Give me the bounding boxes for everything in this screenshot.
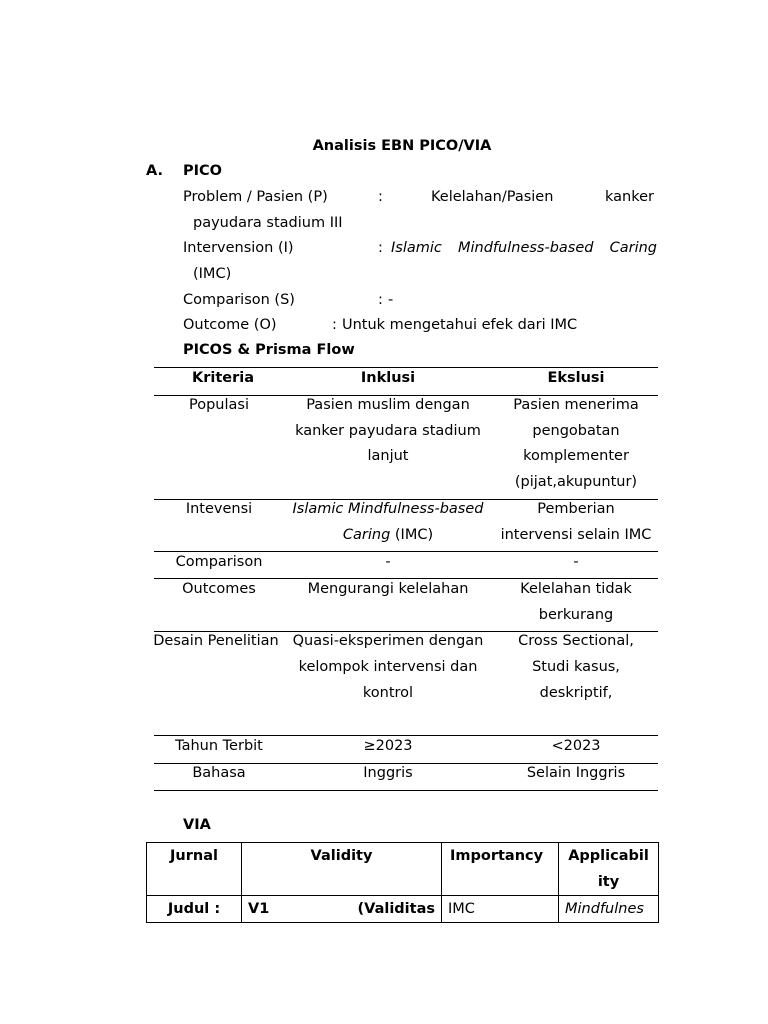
- section-letter: A.: [146, 163, 163, 179]
- pico-comparison-value: -: [388, 292, 394, 308]
- via-row-1-validity-b: (Validitas: [357, 901, 435, 917]
- picos-row-comparison-ekslusi: -: [573, 554, 579, 570]
- picos-row-outcomes-ekslusi-2: berkurang: [538, 607, 614, 623]
- picos-row-intevensi-inklusi-2: [283, 527, 493, 543]
- picos-header-kriteria: Kriteria: [191, 370, 255, 386]
- picos-row-tahun-ekslusi: <2023: [551, 738, 601, 754]
- pico-outcome-sep: :: [332, 317, 337, 333]
- picos-rule-2: [154, 551, 658, 552]
- picos-row-intevensi-ekslusi-1: Pemberian: [537, 501, 615, 517]
- picos-row-intevensi-inklusi-2-italic: Caring: [342, 527, 391, 543]
- picos-row-populasi-inklusi-3: lanjut: [367, 448, 409, 464]
- pico-outcome-value: Untuk mengetahui efek dari IMC: [342, 317, 578, 333]
- picos-header-inklusi: Inklusi: [360, 370, 416, 386]
- via-row-1-validity: [242, 896, 442, 923]
- picos-rule-top: [154, 367, 658, 368]
- picos-header-ekslusi: Ekslusi: [547, 370, 605, 386]
- picos-rule-4: [154, 631, 658, 632]
- pico-problem-value-line2: payudara stadium III: [193, 215, 343, 231]
- picos-row-intevensi-kriteria: Intevensi: [185, 501, 253, 517]
- via-row-1-importancy: IMC: [442, 896, 559, 923]
- pico-problem-label: Problem / Pasien (P): [183, 189, 328, 205]
- pico-outcome-label: Outcome (O): [183, 317, 277, 333]
- picos-rule-5: [154, 735, 658, 736]
- picos-row-intevensi-ekslusi-2: intervensi selain IMC: [500, 527, 652, 543]
- via-row-1-jurnal: Judul :: [147, 896, 242, 923]
- picos-row-desain-ekslusi-2: Studi kasus,: [532, 659, 620, 675]
- picos-row-outcomes-kriteria: Outcomes: [182, 581, 256, 597]
- picos-row-bahasa-kriteria: Bahasa: [192, 765, 246, 781]
- picos-row-outcomes-ekslusi-1: Kelelahan tidak: [520, 581, 632, 597]
- pico-intervention-value: Islamic Mindfulness-based Caring: [391, 240, 657, 256]
- picos-row-populasi-ekslusi-2: pengobatan: [532, 423, 620, 439]
- picos-row-desain-ekslusi-1: Cross Sectional,: [518, 633, 634, 649]
- picos-row-intevensi-inklusi-2-rest: (IMC): [390, 527, 434, 543]
- picos-row-populasi-ekslusi-4: (pijat,akupuntur): [514, 474, 638, 490]
- picos-row-desain-ekslusi-3: deskriptif,: [539, 685, 613, 701]
- picos-rule-header: [154, 395, 658, 396]
- picos-row-outcomes-inklusi: Mengurangi kelelahan: [307, 581, 469, 597]
- pico-comparison-label: Comparison (S): [183, 292, 295, 308]
- picos-row-populasi-ekslusi-3: komplementer: [523, 448, 629, 464]
- via-header-applicability: [559, 843, 659, 896]
- via-header-jurnal: Jurnal: [147, 843, 242, 896]
- picos-row-populasi-inklusi-2: kanker payudara stadium: [295, 423, 481, 439]
- picos-row-comparison-inklusi: -: [385, 554, 391, 570]
- pico-comparison-sep: :: [378, 292, 383, 308]
- picos-rule-bottom: [154, 790, 658, 791]
- picos-row-intevensi-inklusi-1: Islamic Mindfulness-based: [292, 501, 484, 517]
- pico-problem-value-b: kanker: [605, 189, 654, 205]
- picos-row-comparison-kriteria: Comparison: [175, 554, 263, 570]
- via-header-validity: Validity: [242, 843, 442, 896]
- via-row-1: [147, 896, 659, 923]
- picos-rule-3: [154, 578, 658, 579]
- picos-row-desain-inklusi-1: Quasi-eksperimen dengan: [292, 633, 484, 649]
- via-row-1-validity-a: V1: [248, 901, 270, 917]
- page-title: Analisis EBN PICO/VIA: [312, 138, 492, 154]
- via-header-importancy: Importancy: [442, 843, 559, 896]
- picos-row-populasi-kriteria: Populasi: [189, 397, 249, 413]
- picos-row-tahun-inklusi: ≥2023: [363, 738, 413, 754]
- pico-problem-sep: :: [378, 189, 383, 205]
- picos-row-desain-inklusi-3: kontrol: [362, 685, 414, 701]
- via-heading: VIA: [183, 817, 211, 833]
- picos-row-populasi-ekslusi-1: Pasien menerima: [513, 397, 639, 413]
- via-header-applicability-2: ity: [597, 874, 620, 890]
- picos-row-bahasa-inklusi: Inggris: [363, 765, 413, 781]
- picos-row-desain-inklusi-2: kelompok intervensi dan: [298, 659, 478, 675]
- pico-intervention-value-line2: (IMC): [193, 266, 232, 282]
- picos-row-bahasa-ekslusi: Selain Inggris: [526, 765, 626, 781]
- pico-intervention-sep: :: [378, 240, 383, 256]
- via-table: [146, 842, 659, 923]
- picos-rule-1: [154, 499, 658, 500]
- picos-row-desain-kriteria: Desain Penelitian: [153, 633, 279, 649]
- picos-row-tahun-kriteria: Tahun Terbit: [175, 738, 263, 754]
- pico-problem-value-a: Kelelahan/Pasien: [431, 189, 554, 205]
- via-row-1-applicability: Mindfulnes: [559, 896, 659, 923]
- picos-rule-6: [154, 763, 658, 764]
- via-header-row: [147, 843, 659, 896]
- via-header-applicability-1: Applicabil: [568, 848, 649, 864]
- pico-intervention-label: Intervension (I): [183, 240, 294, 256]
- picos-heading: PICOS & Prisma Flow: [183, 342, 355, 358]
- picos-row-populasi-inklusi-1: Pasien muslim dengan: [306, 397, 470, 413]
- section-heading-pico: PICO: [183, 163, 222, 179]
